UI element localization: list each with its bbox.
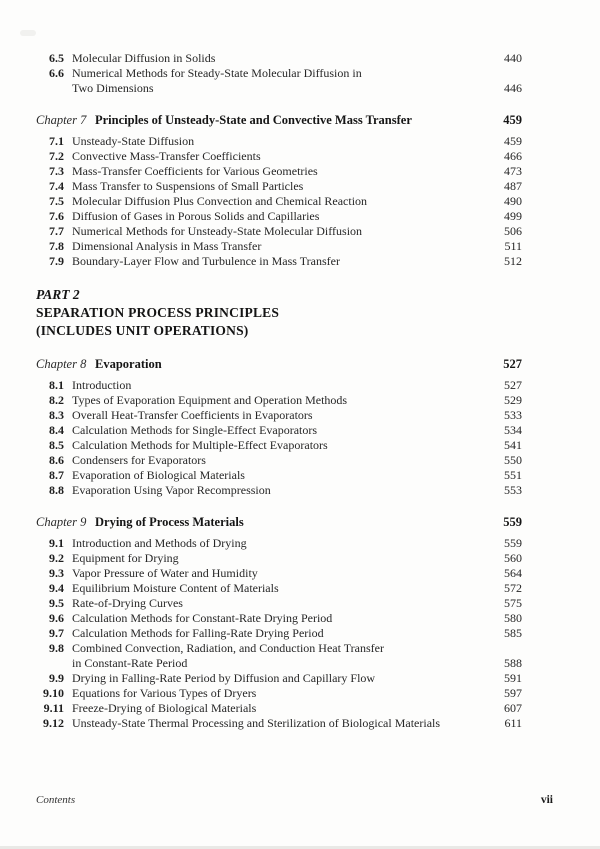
page-number: 529 [504, 393, 522, 407]
page-number: 585 [504, 626, 522, 640]
part-kicker: PART 2 [36, 287, 80, 302]
section-title: Numerical Methods for Steady-State Molecular Diffusion in [72, 66, 362, 80]
section-title-lines [72, 438, 498, 453]
toc [36, 51, 522, 731]
part-title-line: (INCLUDES UNIT OPERATIONS) [36, 323, 249, 338]
section-title-lines [72, 483, 498, 498]
section-title: in Constant-Rate Period [72, 656, 188, 670]
section-number: 9.4 [49, 581, 64, 595]
section-title-lines [72, 209, 498, 224]
page-number: 499 [504, 209, 522, 223]
toc-row [36, 164, 522, 179]
section-title-lines [72, 468, 498, 483]
section-number: 9.5 [49, 596, 64, 610]
section-title-lines [72, 134, 498, 149]
page-number: 597 [504, 686, 522, 700]
section-title: Calculation Methods for Constant-Rate Drying Period [72, 611, 333, 625]
toc-row [36, 134, 522, 149]
section-title-lines [72, 596, 498, 611]
section-number: 7.8 [49, 239, 64, 253]
toc-row [36, 453, 522, 468]
toc-row [36, 468, 522, 483]
section-title: Evaporation of Biological Materials [72, 468, 245, 482]
section-number: 9.1 [49, 536, 64, 550]
section-number: 8.8 [49, 483, 64, 497]
section-title: Calculation Methods for Multiple-Effect Evaporators [72, 438, 328, 452]
toc-row [36, 224, 522, 239]
section-title: Introduction and Methods of Drying [72, 536, 247, 550]
toc-row [36, 209, 522, 224]
page-number: 440 [504, 51, 522, 65]
toc-row [36, 378, 522, 393]
section-title: Rate-of-Drying Curves [72, 596, 183, 610]
page-number: 506 [504, 224, 522, 238]
toc-row [36, 536, 522, 551]
scan-smudge [20, 30, 36, 36]
chapter-label: Chapter 7 [36, 113, 87, 127]
page-number: 575 [504, 596, 522, 610]
section-number: 9.11 [43, 701, 64, 715]
section-title-lines [72, 626, 498, 641]
page-number: 527 [504, 378, 522, 392]
section-number: 7.2 [49, 149, 64, 163]
section-number: 8.2 [49, 393, 64, 407]
section-title: Mass Transfer to Suspensions of Small Particles [72, 179, 304, 193]
section-title: Two Dimensions [72, 81, 154, 95]
page-number: 591 [504, 671, 522, 685]
toc-row [36, 686, 522, 701]
section-title: Combined Convection, Radiation, and Conduction Heat Transfer [72, 641, 384, 655]
toc-row [36, 701, 522, 716]
chapter-heading [36, 356, 522, 372]
page-number: 512 [504, 254, 522, 268]
toc-row [36, 671, 522, 686]
section-number: 8.6 [49, 453, 64, 467]
page-number: 534 [504, 423, 522, 437]
section-number: 7.6 [49, 209, 64, 223]
section-number: 8.5 [49, 438, 64, 452]
section-title: Equilibrium Moisture Content of Materials [72, 581, 279, 595]
chapter-title: Evaporation [95, 357, 162, 371]
section-title-lines [72, 408, 498, 423]
toc-row [36, 611, 522, 626]
section-title: Molecular Diffusion in Solids [72, 51, 216, 65]
footer-page-number: vii [540, 794, 553, 806]
section-title-lines [72, 393, 498, 408]
chapter-page-number: 559 [503, 515, 522, 529]
section-title: Introduction [72, 378, 132, 392]
section-title: Condensers for Evaporators [72, 453, 206, 467]
section-title: Molecular Diffusion Plus Convection and Chemical Reaction [72, 194, 368, 208]
section-title: Drying in Falling-Rate Period by Diffusion and Capillary Flow [72, 671, 376, 685]
toc-row [36, 581, 522, 596]
page-number: 560 [504, 551, 522, 565]
chapter-title: Principles of Unsteady-State and Convective Mass Transfer [95, 113, 412, 127]
toc-row [36, 483, 522, 498]
section-number: 9.8 [49, 641, 64, 655]
section-title: Calculation Methods for Falling-Rate Drying Period [72, 626, 324, 640]
section-title: Equations for Various Types of Dryers [72, 686, 257, 700]
page-number: 553 [504, 483, 522, 497]
toc-row [36, 438, 522, 453]
page-number: 551 [504, 468, 522, 482]
page-number: 588 [504, 656, 522, 670]
section-title-lines [72, 611, 498, 626]
section-title: Equipment for Drying [72, 551, 179, 565]
section-title-lines [72, 716, 498, 731]
toc-row [36, 423, 522, 438]
section-title-lines [72, 194, 498, 209]
section-title-lines [72, 254, 498, 269]
toc-row [36, 194, 522, 209]
toc-row [36, 551, 522, 566]
page-number: 559 [504, 536, 522, 550]
page-number: 611 [504, 716, 522, 730]
section-title: Diffusion of Gases in Porous Solids and Capillaries [72, 209, 320, 223]
toc-row [36, 566, 522, 581]
section-title-lines [72, 551, 498, 566]
section-number: 9.9 [49, 671, 64, 685]
chapter-heading [36, 514, 522, 530]
toc-row [36, 408, 522, 423]
page-number: 487 [504, 179, 522, 193]
section-title: Overall Heat-Transfer Coefficients in Evaporators [72, 408, 313, 422]
section-number: 7.9 [49, 254, 64, 268]
section-number: 9.2 [49, 551, 64, 565]
page-number: 572 [504, 581, 522, 595]
section-number: 8.4 [49, 423, 64, 437]
section-title-lines [72, 179, 498, 194]
chapter-page-number: 527 [503, 357, 522, 371]
page-number: 473 [504, 164, 522, 178]
section-title-lines [72, 536, 498, 551]
toc-row [36, 596, 522, 611]
page-number: 511 [504, 239, 522, 253]
chapter-title: Drying of Process Materials [95, 515, 244, 529]
part-title-line: SEPARATION PROCESS PRINCIPLES [36, 305, 280, 320]
section-number: 7.4 [49, 179, 64, 193]
toc-row [36, 393, 522, 408]
section-title: Types of Evaporation Equipment and Operation Methods [72, 393, 348, 407]
page-number: 580 [504, 611, 522, 625]
section-title: Unsteady-State Diffusion [72, 134, 195, 148]
page-number: 550 [504, 453, 522, 467]
page-number: 607 [504, 701, 522, 715]
section-title-lines [72, 566, 498, 581]
page-number: 541 [504, 438, 522, 452]
part-heading [36, 286, 522, 340]
section-number: 8.1 [49, 378, 64, 392]
page-number: 466 [504, 149, 522, 163]
section-title-lines [72, 149, 498, 164]
toc-row [36, 66, 522, 96]
section-title: Calculation Methods for Single-Effect Evaporators [72, 423, 318, 437]
toc-row [36, 641, 522, 671]
section-title-lines [72, 686, 498, 701]
section-title-lines [72, 581, 498, 596]
section-title-lines [72, 453, 498, 468]
section-number: 9.3 [49, 566, 64, 580]
section-title-lines [72, 701, 498, 716]
section-title: Boundary-Layer Flow and Turbulence in Mass Transfer [72, 254, 340, 268]
toc-row [36, 239, 522, 254]
page-number: 459 [504, 134, 522, 148]
section-title: Mass-Transfer Coefficients for Various Geometries [72, 164, 318, 178]
section-title: Unsteady-State Thermal Processing and Sterilization of Biological Materials [72, 716, 441, 730]
section-title-lines [72, 641, 498, 671]
section-title: Convective Mass-Transfer Coefficients [72, 149, 261, 163]
toc-row [36, 716, 522, 731]
toc-row [36, 179, 522, 194]
toc-row [36, 149, 522, 164]
section-number: 7.1 [49, 134, 64, 148]
section-title: Freeze-Drying of Biological Materials [72, 701, 257, 715]
chapter-page-number: 459 [503, 113, 522, 127]
section-number: 8.7 [49, 468, 64, 482]
section-number: 9.10 [43, 686, 64, 700]
section-number: 9.12 [43, 716, 64, 730]
section-number: 6.6 [49, 66, 64, 80]
page-number: 490 [504, 194, 522, 208]
section-title: Vapor Pressure of Water and Humidity [72, 566, 258, 580]
section-number: 9.7 [49, 626, 64, 640]
page-number: 533 [504, 408, 522, 422]
section-title-lines [72, 66, 498, 96]
page-number: 446 [504, 81, 522, 95]
section-title-lines [72, 164, 498, 179]
section-number: 8.3 [49, 408, 64, 422]
section-title-lines [72, 224, 498, 239]
section-title: Dimensional Analysis in Mass Transfer [72, 239, 262, 253]
section-title-lines [72, 239, 498, 254]
section-number: 9.6 [49, 611, 64, 625]
section-title-lines [72, 423, 498, 438]
section-title-lines [72, 51, 498, 66]
chapter-label: Chapter 8 [36, 357, 87, 371]
section-number: 7.5 [49, 194, 64, 208]
section-title-lines [72, 378, 498, 393]
section-title: Evaporation Using Vapor Recompression [72, 483, 271, 497]
section-number: 6.5 [49, 51, 64, 65]
section-title: Numerical Methods for Unsteady-State Molecular Diffusion [72, 224, 363, 238]
section-title-lines [72, 671, 498, 686]
footer-running-title: Contents [36, 794, 76, 806]
toc-row [36, 626, 522, 641]
toc-row [36, 51, 522, 66]
page-number: 564 [504, 566, 522, 580]
section-number: 7.3 [49, 164, 64, 178]
chapter-label: Chapter 9 [36, 515, 87, 529]
toc-row [36, 254, 522, 269]
chapter-heading [36, 112, 522, 128]
section-number: 7.7 [49, 224, 64, 238]
